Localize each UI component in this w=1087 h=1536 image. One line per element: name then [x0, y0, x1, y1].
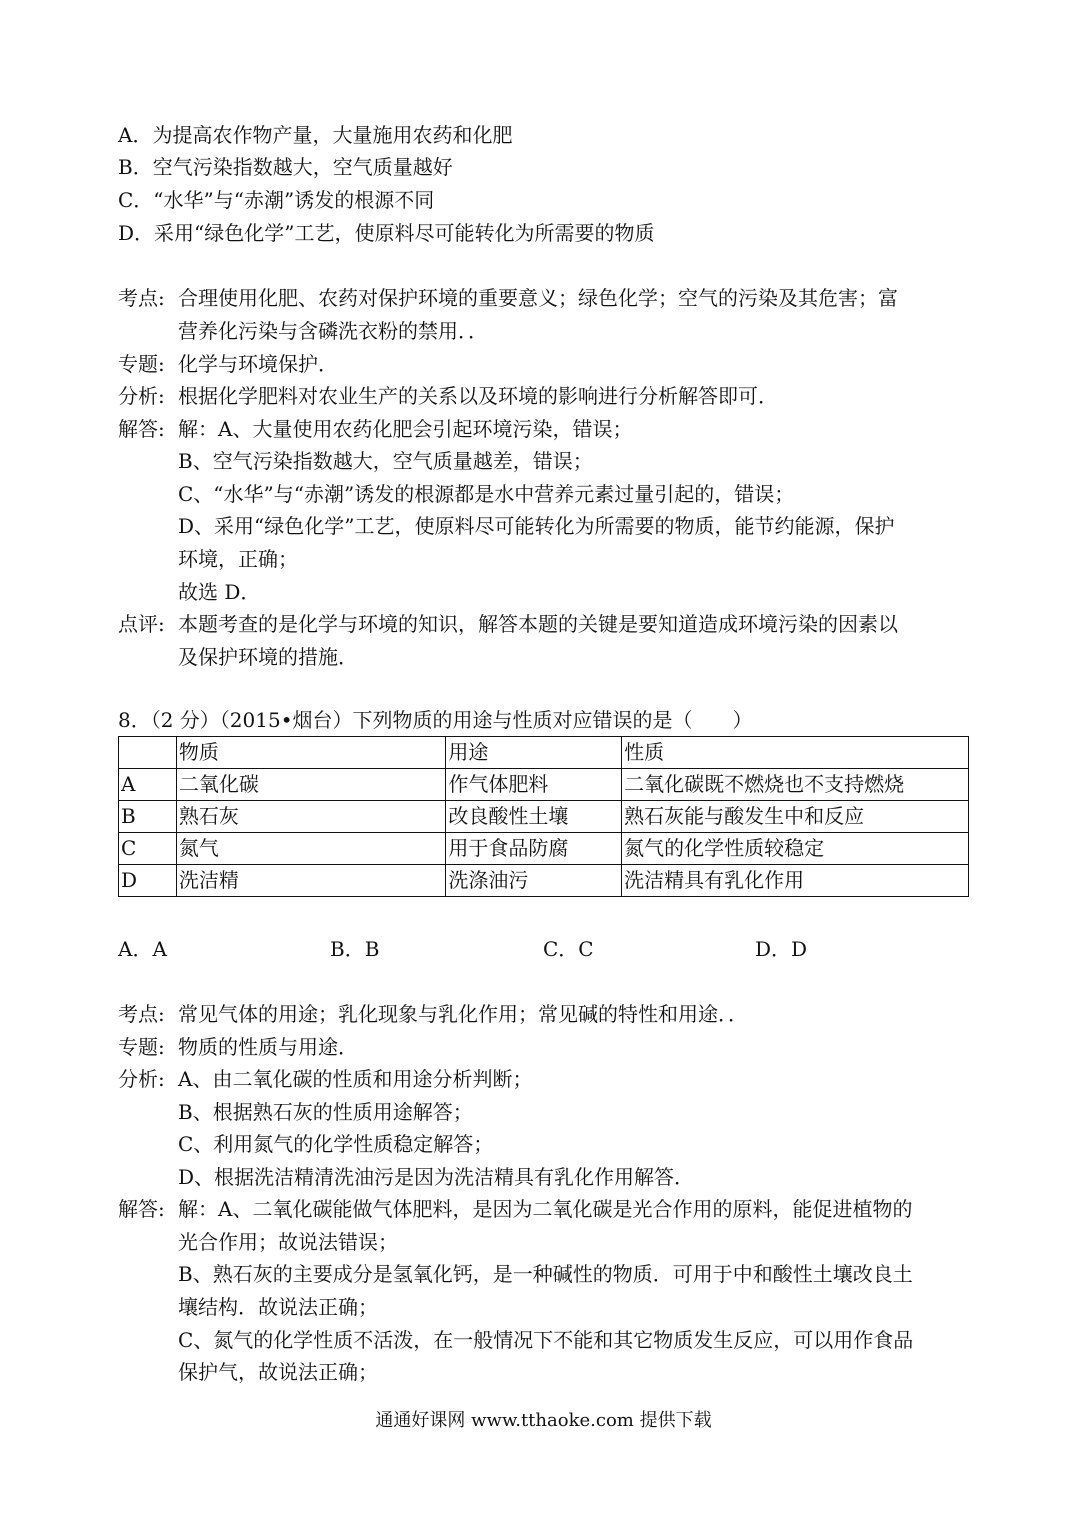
q8-option-d: D．D	[755, 937, 808, 961]
table-row	[119, 833, 969, 865]
q7-option-b: B．空气污染指数越大，空气质量越好	[118, 155, 453, 179]
q7-kaodian-label: 考点:	[118, 286, 165, 310]
q8-jieda-label: 解答:	[118, 1197, 165, 1221]
q8-jieda-line-1: 解：A、二氧化碳能做气体肥料，是因为二氧化碳是光合作用的原料，能促进植物的	[178, 1197, 913, 1221]
q7-jieda-label: 解答:	[118, 417, 165, 441]
table-cell: 作气体肥料	[446, 769, 622, 801]
q8-fenxi-line-1: A、由二氧化碳的性质和用途分析判断；	[178, 1067, 533, 1091]
table-cell: 熟石灰能与酸发生中和反应	[622, 801, 969, 833]
q7-jieda-line-5: 环境，正确；	[178, 547, 298, 571]
q8-jieda-line-5: C、氮气的化学性质不活泼，在一般情况下不能和其它物质发生反应，可以用作食品	[178, 1328, 914, 1352]
q7-option-d: D．采用“绿色化学”工艺，使原料尽可能转化为所需要的物质	[118, 221, 655, 245]
table-cell: B	[119, 801, 177, 833]
q8-zhuanti: 物质的性质与用途．	[178, 1035, 358, 1059]
table-cell: C	[119, 833, 177, 865]
q7-kaodian-line-2: 营养化污染与含磷洗衣粉的禁用．．	[178, 319, 488, 343]
q7-dianping-line-2: 及保护环境的措施．	[178, 645, 358, 669]
table-cell: 洗涤油污	[446, 865, 622, 897]
q8-option-b: B．B	[330, 937, 380, 961]
q7-dianping-label: 点评:	[118, 612, 165, 636]
q8-fenxi-line-2: B、根据熟石灰的性质用途解答；	[178, 1100, 473, 1124]
table-cell: D	[119, 865, 177, 897]
q8-stem: 8．（2 分）（2015•烟台）下列物质的用途与性质对应错误的是（ ）	[118, 708, 753, 732]
table-row	[119, 801, 969, 833]
q8-fenxi-label: 分析:	[118, 1067, 165, 1091]
table-cell: 熟石灰	[176, 801, 445, 833]
q8-table	[118, 736, 969, 897]
table-cell: 二氧化碳	[176, 769, 445, 801]
q7-zhuanti: 化学与环境保护．	[178, 352, 338, 376]
q8-jieda-line-2: 光合作用；故说法错误；	[178, 1230, 398, 1254]
q7-option-a: A．为提高农作物产量，大量施用农药和化肥	[118, 123, 513, 147]
table-cell: 改良酸性土壤	[446, 801, 622, 833]
q8-option-a: A．A	[118, 937, 167, 961]
q8-fenxi-line-4: D、根据洗洁精清洗油污是因为洗洁精具有乳化作用解答．	[178, 1165, 695, 1189]
table-cell: 氮气的化学性质较稳定	[622, 833, 969, 865]
table-cell: 二氧化碳既不燃烧也不支持燃烧	[622, 769, 969, 801]
table-header-cell: 物质	[176, 737, 445, 769]
q8-jieda-line-6: 保护气，故说法正确；	[178, 1360, 378, 1384]
table-cell: 氮气	[176, 833, 445, 865]
table-row	[119, 865, 969, 897]
q7-option-c: C．“水华”与“赤潮”诱发的根源不同	[118, 188, 435, 212]
table-header-cell	[119, 737, 177, 769]
q8-option-c: C．C	[543, 937, 594, 961]
q8-zhuanti-label: 专题:	[118, 1035, 165, 1059]
table-header-cell: 用途	[446, 737, 622, 769]
q8-kaodian-label: 考点:	[118, 1002, 165, 1026]
q7-jieda-line-6: 故选 D．	[178, 580, 261, 604]
table-header-cell: 性质	[622, 737, 969, 769]
q7-jieda-line-3: C、“水华”与“赤潮”诱发的根源都是水中营养元素过量引起的，错误；	[178, 482, 795, 506]
q8-kaodian: 常见气体的用途；乳化现象与乳化作用；常见碱的特性和用途．．	[178, 1002, 748, 1026]
table-cell: 洗洁精具有乳化作用	[622, 865, 969, 897]
q8-jieda-line-4: 壤结构．故说法正确；	[178, 1295, 378, 1319]
table-row	[119, 769, 969, 801]
q7-fenxi: 根据化学肥料对农业生产的关系以及环境的影响进行分析解答即可．	[178, 384, 778, 408]
page-footer: 通通好课网 www.tthaoke.com 提供下载	[375, 1410, 712, 1431]
q7-fenxi-label: 分析:	[118, 384, 165, 408]
table-cell: A	[119, 769, 177, 801]
table-cell: 洗洁精	[176, 865, 445, 897]
q8-jieda-line-3: B、熟石灰的主要成分是氢氧化钙，是一种碱性的物质．可用于中和酸性土壤改良土	[178, 1262, 913, 1286]
q7-jieda-line-4: D、采用“绿色化学”工艺，使原料尽可能转化为所需要的物质，能节约能源，保护	[178, 514, 895, 538]
q7-jieda-line-1: 解：A、大量使用农药化肥会引起环境污染，错误；	[178, 417, 633, 441]
q7-zhuanti-label: 专题:	[118, 352, 165, 376]
table-header-row	[119, 737, 969, 769]
q7-jieda-line-2: B、空气污染指数越大，空气质量越差，错误；	[178, 449, 593, 473]
q7-dianping-line-1: 本题考查的是化学与环境的知识，解答本题的关键是要知道造成环境污染的因素以	[178, 612, 898, 636]
q7-kaodian-line-1: 合理使用化肥、农药对保护环境的重要意义；绿色化学；空气的污染及其危害；富	[178, 286, 898, 310]
table-cell: 用于食品防腐	[446, 833, 622, 865]
q8-fenxi-line-3: C、利用氮气的化学性质稳定解答；	[178, 1132, 494, 1156]
